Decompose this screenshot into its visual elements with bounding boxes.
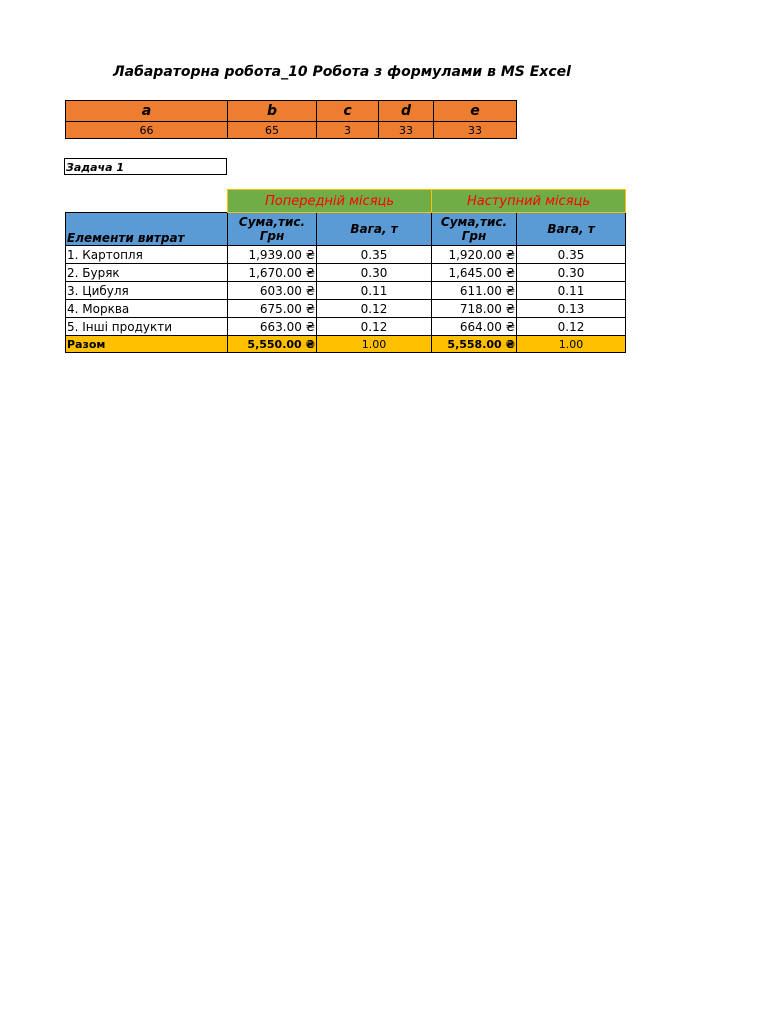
param-header-c[interactable]: c — [317, 101, 379, 122]
param-value-a[interactable]: 66 — [66, 122, 228, 139]
prev-weight-cell[interactable]: 0.12 — [317, 318, 432, 336]
item-name[interactable]: 5. Інші продукти — [66, 318, 228, 336]
blank-cell[interactable] — [66, 190, 228, 213]
param-value-c[interactable]: 3 — [317, 122, 379, 139]
total-label[interactable]: Разом — [66, 336, 228, 353]
param-value-e[interactable]: 33 — [434, 122, 517, 139]
prev-weight-cell[interactable]: 0.12 — [317, 300, 432, 318]
param-header-a[interactable]: a — [66, 101, 228, 122]
param-value-b[interactable]: 65 — [228, 122, 317, 139]
prev-weight-cell[interactable]: 0.11 — [317, 282, 432, 300]
prev-weight-column-header[interactable]: Вага, т — [317, 213, 432, 246]
total-prev-sum[interactable]: 5,550.00 ₴ — [228, 336, 317, 353]
next-sum-cell[interactable]: 611.00 ₴ — [432, 282, 517, 300]
next-weight-cell[interactable]: 0.35 — [517, 246, 626, 264]
prev-sum-cell[interactable]: 1,939.00 ₴ — [228, 246, 317, 264]
next-weight-cell[interactable]: 0.11 — [517, 282, 626, 300]
next-sum-cell[interactable]: 1,645.00 ₴ — [432, 264, 517, 282]
item-name[interactable]: 1. Картопля — [66, 246, 228, 264]
prev-sum-cell[interactable]: 675.00 ₴ — [228, 300, 317, 318]
param-header-e[interactable]: e — [434, 101, 517, 122]
task-label[interactable]: Задача 1 — [64, 158, 227, 175]
table-row — [66, 300, 626, 318]
total-next-weight[interactable]: 1.00 — [517, 336, 626, 353]
prev-weight-cell[interactable]: 0.35 — [317, 246, 432, 264]
next-weight-cell[interactable]: 0.30 — [517, 264, 626, 282]
item-name[interactable]: 3. Цибуля — [66, 282, 228, 300]
parameters-table — [65, 100, 517, 139]
item-name[interactable]: 4. Морква — [66, 300, 228, 318]
next-month-header[interactable]: Наступний місяць — [432, 190, 626, 213]
prev-sum-cell[interactable]: 1,670.00 ₴ — [228, 264, 317, 282]
param-value-d[interactable]: 33 — [379, 122, 434, 139]
prev-sum-column-header[interactable]: Сума,тис. Грн — [228, 213, 317, 246]
total-prev-weight[interactable]: 1.00 — [317, 336, 432, 353]
total-next-sum[interactable]: 5,558.00 ₴ — [432, 336, 517, 353]
param-header-d[interactable]: d — [379, 101, 434, 122]
next-sum-cell[interactable]: 664.00 ₴ — [432, 318, 517, 336]
table-row — [66, 264, 626, 282]
page-title: Лабараторна робота_10 Робота з формулами в MS Excel — [113, 64, 571, 80]
next-sum-cell[interactable]: 1,920.00 ₴ — [432, 246, 517, 264]
prev-sum-cell[interactable]: 603.00 ₴ — [228, 282, 317, 300]
prev-sum-cell[interactable]: 663.00 ₴ — [228, 318, 317, 336]
next-sum-column-header[interactable]: Сума,тис. Грн — [432, 213, 517, 246]
next-weight-cell[interactable]: 0.12 — [517, 318, 626, 336]
param-header-b[interactable]: b — [228, 101, 317, 122]
table-row — [66, 318, 626, 336]
expenses-table — [65, 189, 626, 353]
items-column-header[interactable]: Елементи витрат — [66, 213, 228, 246]
table-row — [66, 282, 626, 300]
next-weight-cell[interactable]: 0.13 — [517, 300, 626, 318]
item-name[interactable]: 2. Буряк — [66, 264, 228, 282]
next-sum-cell[interactable]: 718.00 ₴ — [432, 300, 517, 318]
next-weight-column-header[interactable]: Вага, т — [517, 213, 626, 246]
prev-weight-cell[interactable]: 0.30 — [317, 264, 432, 282]
table-row — [66, 246, 626, 264]
total-row — [66, 336, 626, 353]
prev-month-header[interactable]: Попередній місяць — [228, 190, 432, 213]
